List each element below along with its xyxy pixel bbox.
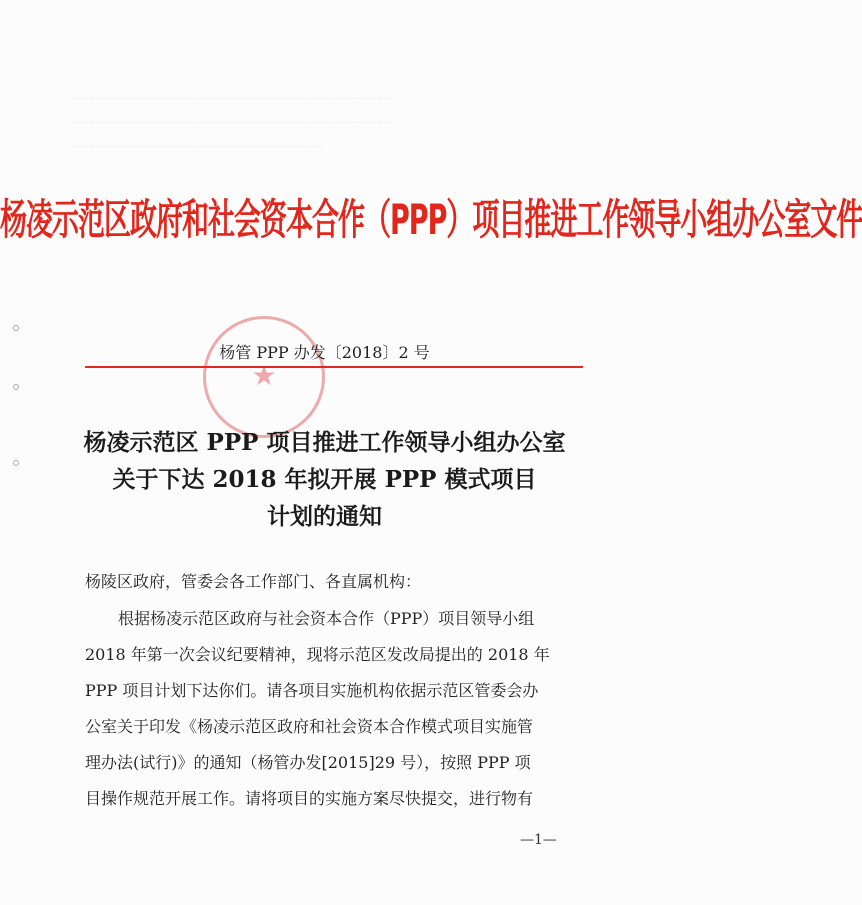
binding-hole-mark xyxy=(13,384,19,390)
page-number: —1— xyxy=(520,832,557,848)
document-number: 杨管 PPP 办发〔2018〕2 号 xyxy=(219,343,430,362)
body-line: PPP 项目计划下达你们。请各项目实施机构依据示范区管委会办 xyxy=(85,681,539,700)
body-line: 2018 年第一次会议纪要精神，现将示范区发改局提出的 2018 年 xyxy=(85,645,550,664)
show-through-text: ┈┈┈┈┈┈┈┈┈┈┈┈┈┈┈┈┈┈┈┈┈┈┈┈┈┈┈┈┈┈┈┈┈ ┈┈┈┈┈┈┈┈┈┈┈┈┈┈┈┈┈┈┈┈┈┈┈┈┈┈┈┈┈┈┈┈┈ ┈┈┈┈┈┈┈┈┈┈┈┈┈┈┈┈┈┈┈┈┈┈┈┈┈┈ xyxy=(70,92,395,155)
body-line: 目操作规范开展工作。请将项目的实施方案尽快提交，进行物有 xyxy=(85,789,534,808)
document-masthead: 杨凌示范区政府和社会资本合作（PPP）项目推进工作领导小组办公室文件 xyxy=(0,196,862,245)
notice-title-line-2: 关于下达 2018 年拟开展 PPP 模式项目 xyxy=(112,466,537,493)
notice-title-line-1: 杨凌示范区 PPP 项目推进工作领导小组办公室 xyxy=(83,429,566,456)
body-line: 根据杨凌示范区政府与社会资本合作（PPP）项目领导小组 xyxy=(118,609,535,628)
red-divider-line xyxy=(85,366,583,368)
body-line: 理办法(试行)》的通知（杨管办发[2015]29 号），按照 PPP 项 xyxy=(85,753,531,772)
binding-hole-mark xyxy=(13,325,19,331)
seal-star-icon: ★ xyxy=(251,359,277,392)
salutation: 杨陵区政府，管委会各工作部门、各直属机构： xyxy=(85,572,422,591)
body-line: 公室关于印发《杨凌示范区政府和社会资本合作模式项目实施管 xyxy=(85,717,534,736)
official-seal-icon xyxy=(203,316,325,438)
notice-title-line-3: 计划的通知 xyxy=(267,503,382,530)
